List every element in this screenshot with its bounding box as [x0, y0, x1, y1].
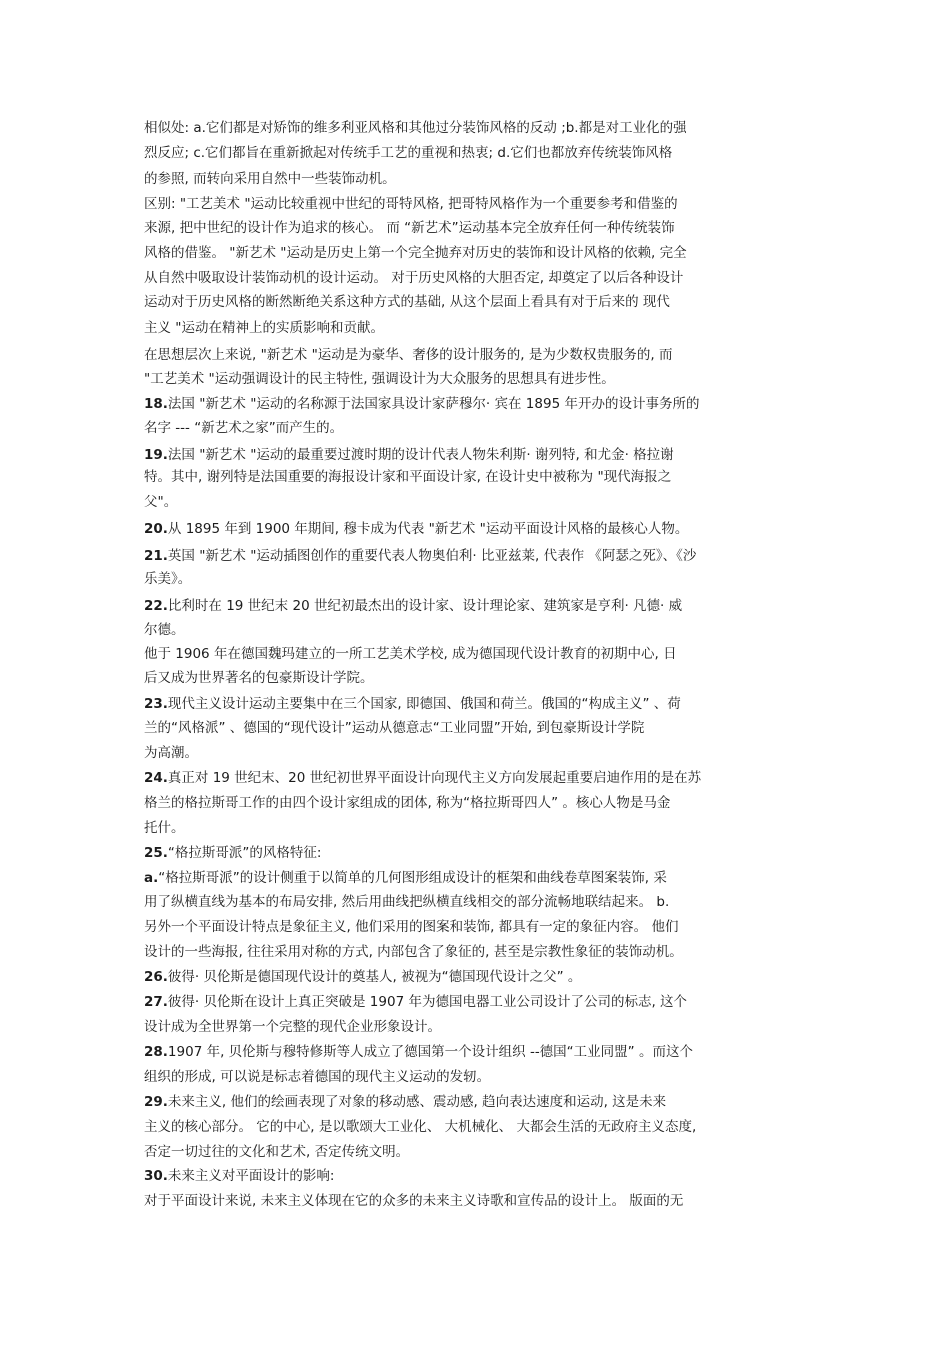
item-number: 22. [144, 598, 168, 614]
text-line [144, 445, 809, 465]
line-text: 风格的借鉴。 "新艺术 "运动是历史上第一个完全抛弃对历史的装饰和设计风格的依赖, 完全 [144, 245, 687, 261]
text-line [144, 292, 809, 312]
line-text: 比利时在 19 世纪末 20 世纪初最杰出的设计家、设计理论家、建筑家是亨利· 凡德· 威 [167, 598, 683, 614]
item-number: 23. [144, 696, 168, 712]
item-number: 27. [144, 994, 168, 1010]
line-text: 设计的一些海报, 往往采用对称的方式, 内部包含了象征的, 甚至是宗教性象征的装饰动机。 [144, 944, 683, 960]
line-text: 兰的“风格派” 、德国的“现代设计”运动从德意志“工业同盟”开始, 到包豪斯设计学院 [144, 720, 645, 736]
line-text: 组织的形成, 可以说是标志着德国的现代主义运动的发轫。 [144, 1069, 491, 1085]
line-text: 尔德。 [144, 622, 185, 638]
line-text: 主义 "运动在精神上的实质影响和贡献。 [144, 320, 385, 336]
line-text: 为高潮。 [144, 745, 198, 761]
line-text: 否定一切过往的文化和艺术, 否定传统文明。 [144, 1144, 410, 1160]
text-line [144, 143, 809, 163]
text-line [144, 668, 809, 688]
line-text: 1907 年, 贝伦斯与穆特修斯等人成立了德国第一个设计组织 --德国“工业同盟” 。而这个 [167, 1044, 693, 1060]
text-line [144, 992, 809, 1012]
text-line [144, 318, 809, 338]
line-text: "工艺美术 "运动强调设计的民主特性, 强调设计为大众服务的思想具有进步性。 [144, 371, 615, 387]
text-line [144, 546, 809, 566]
line-text: 特。其中, 谢列特是法国重要的海报设计家和平面设计家, 在设计史中被称为 "现代海报之 [144, 469, 672, 485]
line-text: 未来主义, 他们的绘画表现了对象的移动感、震动感, 趋向表达速度和运动, 这是未来 [167, 1094, 667, 1110]
text-line [144, 644, 809, 664]
line-text: 区别: "工艺美术 "运动比较重视中世纪的哥特风格, 把哥特风格作为一个重要参考和借鉴的 [144, 196, 678, 212]
line-text: 后又成为世界著名的包豪斯设计学院。 [144, 670, 374, 686]
text-line [144, 596, 809, 616]
line-text: 真正对 19 世纪末、20 世纪初世界平面设计向现代主义方向发展起重要启迪作用的是在苏 [167, 770, 702, 786]
text-line [144, 718, 809, 738]
line-text: 父"。 [144, 494, 178, 510]
line-text: 法国 "新艺术 "运动的名称源于法国家具设计家萨穆尔· 宾在 1895 年开办的设计事务所的 [167, 396, 700, 412]
text-line [144, 967, 809, 987]
text-line [144, 569, 809, 589]
text-line [144, 1166, 809, 1186]
item-number: 24. [144, 770, 168, 786]
text-line [144, 243, 809, 263]
line-text: 主义的核心部分。 它的中心, 是以歌颂大工业化、 大机械化、 大都会生活的无政府主义态度, [144, 1119, 697, 1135]
line-text: 彼得· 贝伦斯是德国现代设计的奠基人, 被视为“德国现代设计之父” 。 [167, 969, 582, 985]
text-line [144, 743, 809, 763]
item-number: 21. [144, 548, 168, 564]
line-text: 运动对于历史风格的断然断绝关系这种方式的基础, 从这个层面上看具有对于后来的 现代 [144, 294, 670, 310]
line-text: 相似处: a.它们都是对矫饰的维多利亚风格和其他过分装饰风格的反动 ;b.都是对工业化的强 [144, 120, 687, 136]
line-text: 从 1895 年到 1900 年期间, 穆卡成为代表 "新艺术 "运动平面设计风格的最核心人物。 [167, 521, 689, 537]
text-line [144, 768, 809, 788]
line-text: 另外一个平面设计特点是象征主义, 他们采用的图案和装饰, 都具有一定的象征内容。 他们 [144, 919, 679, 935]
text-line [144, 418, 809, 438]
text-line [144, 1117, 809, 1137]
text-line [144, 268, 809, 288]
text-line [144, 818, 809, 838]
text-line [144, 694, 809, 714]
item-number: 25. [144, 845, 168, 861]
text-line [144, 1191, 809, 1211]
line-text: 来源, 把中世纪的设计作为追求的核心。 而 “新艺术”运动基本完全放弃任何一种传统装饰 [144, 220, 675, 236]
line-text: “格拉斯哥派”的风格特征: [167, 845, 322, 861]
line-text: 法国 "新艺术 "运动的最重要过渡时期的设计代表人物朱利斯· 谢列特, 和尤金· 格拉谢 [167, 447, 674, 463]
text-line [144, 194, 809, 214]
line-text: “格拉斯哥派”的设计侧重于以简单的几何图形组成设计的框架和曲线卷草图案装饰, 采 [158, 870, 667, 886]
text-line [144, 1067, 809, 1087]
text-line [144, 369, 809, 389]
line-text: 现代主义设计运动主要集中在三个国家, 即德国、俄国和荷兰。俄国的“构成主义” 、荷 [167, 696, 681, 712]
line-text: 格兰的格拉斯哥工作的由四个设计家组成的团体, 称为“格拉斯哥四人” 。核心人物是马金 [144, 795, 671, 811]
text-line [144, 1092, 809, 1112]
item-number: a. [144, 870, 159, 886]
item-number: 30. [144, 1168, 168, 1184]
line-text: 英国 "新艺术 "运动插图创作的重要代表人物奥伯利· 比亚兹莱, 代表作 《阿瑟之死》、《沙 [167, 548, 697, 564]
text-line [144, 917, 809, 937]
text-line [144, 1042, 809, 1062]
item-number: 19. [144, 447, 168, 463]
text-line [144, 1017, 809, 1037]
text-line [144, 868, 809, 888]
text-line [144, 620, 809, 640]
line-text: 设计成为全世界第一个完整的现代企业形象设计。 [144, 1019, 441, 1035]
line-text: 的参照, 而转向采用自然中一些装饰动机。 [144, 171, 396, 187]
text-line [144, 169, 809, 189]
line-text: 烈反应; c.它们都旨在重新掀起对传统手工艺的重视和热衷; d.它们也都放弃传统装饰风格 [144, 145, 673, 161]
text-line [144, 1142, 809, 1162]
item-number: 28. [144, 1044, 168, 1060]
line-text: 在思想层次上来说, "新艺术 "运动是为豪华、奢侈的设计服务的, 是为少数权贵服务的, 而 [144, 347, 673, 363]
text-line [144, 345, 809, 365]
line-text: 托什。 [144, 820, 185, 836]
text-line [144, 892, 809, 912]
text-line [144, 793, 809, 813]
text-line [144, 218, 809, 238]
text-line [144, 942, 809, 962]
line-text: 从自然中吸取设计装饰动机的设计运动。 对于历史风格的大胆否定, 却奠定了以后各种设计 [144, 270, 684, 286]
line-text: 未来主义对平面设计的影响: [167, 1168, 335, 1184]
line-text: 乐美》。 [144, 571, 192, 587]
item-number: 29. [144, 1094, 168, 1110]
line-text: 用了纵横直线为基本的布局安排, 然后用曲线把纵横直线相交的部分流畅地联结起来。 b. [144, 894, 670, 910]
line-text: 对于平面设计来说, 未来主义体现在它的众多的未来主义诗歌和宣传品的设计上。 版面的无 [144, 1193, 684, 1209]
line-text: 名字 --- “新艺术之家”而产生的。 [144, 420, 344, 436]
line-text: 他于 1906 年在德国魏玛建立的一所工艺美术学校, 成为德国现代设计教育的初期中心, 日 [144, 646, 677, 662]
text-line [144, 492, 809, 512]
text-line [144, 394, 809, 414]
text-line [144, 519, 809, 539]
line-text: 彼得· 贝伦斯在设计上真正突破是 1907 年为德国电器工业公司设计了公司的标志, 这个 [167, 994, 688, 1010]
item-number: 20. [144, 521, 168, 537]
text-line [144, 118, 809, 138]
text-line [144, 467, 809, 487]
item-number: 18. [144, 396, 168, 412]
text-line [144, 843, 809, 863]
item-number: 26. [144, 969, 168, 985]
